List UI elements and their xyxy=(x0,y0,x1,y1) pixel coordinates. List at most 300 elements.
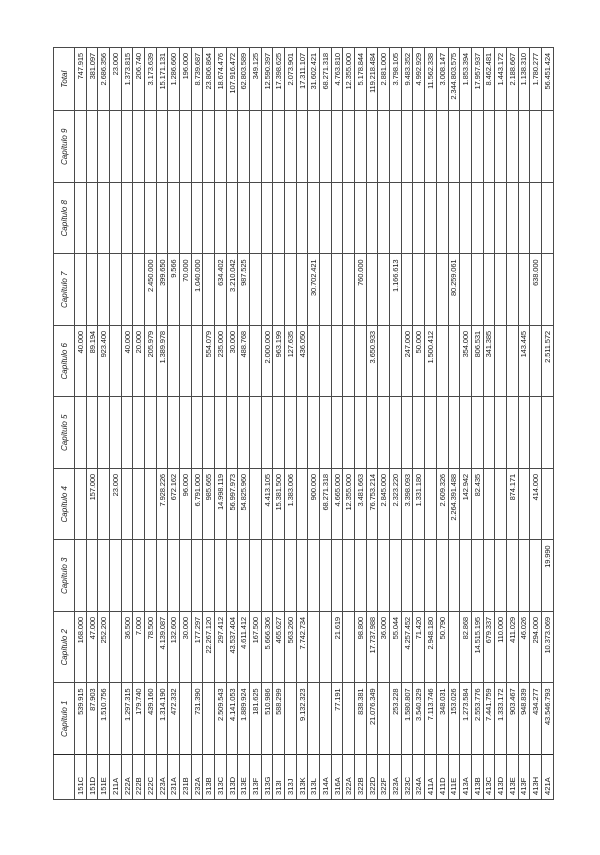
cell-value xyxy=(378,183,390,255)
cell-value: 4.257.452 xyxy=(401,612,413,684)
cell-value: 1.138.310 xyxy=(518,48,530,112)
cell-value: 414.000 xyxy=(530,469,542,541)
cell-value xyxy=(191,326,203,398)
cell-value xyxy=(110,254,122,326)
cell-value xyxy=(366,183,378,255)
cell-value: 1.333.172 xyxy=(495,683,507,755)
cell-value xyxy=(296,469,308,541)
cell-value xyxy=(401,183,413,255)
cell-value xyxy=(203,540,215,612)
cell-value: 399.650 xyxy=(156,254,168,326)
cell-value xyxy=(320,612,332,684)
cell-value: 7.928.226 xyxy=(156,469,168,541)
table-row xyxy=(191,48,203,800)
row-code: 313B xyxy=(203,755,215,800)
rotated-table-area xyxy=(53,48,552,800)
cell-value: 1.853.394 xyxy=(460,48,472,112)
cell-value xyxy=(483,469,495,541)
cell-value xyxy=(215,540,227,612)
cell-value: 679.337 xyxy=(483,612,495,684)
table-row xyxy=(296,48,308,800)
table-row xyxy=(343,48,355,800)
cell-value xyxy=(226,540,238,612)
table-row xyxy=(273,48,285,800)
cell-value xyxy=(296,111,308,183)
cell-value xyxy=(215,397,227,469)
cell-value xyxy=(215,111,227,183)
cell-value xyxy=(448,540,460,612)
cell-value xyxy=(390,540,402,612)
cell-value: 17.737.988 xyxy=(366,612,378,684)
cell-value: 539.915 xyxy=(75,683,87,755)
cell-value: 98.800 xyxy=(355,612,367,684)
cell-value xyxy=(98,183,110,255)
cell-value xyxy=(75,540,87,612)
cell-value: 14.998.119 xyxy=(215,469,227,541)
cell-value: 168.000 xyxy=(75,612,87,684)
cell-value xyxy=(343,326,355,398)
cell-value: 181.625 xyxy=(250,683,262,755)
cell-value: 10.373.069 xyxy=(541,612,553,684)
cell-value: 54.825.960 xyxy=(238,469,250,541)
cell-value xyxy=(238,111,250,183)
cell-value xyxy=(98,540,110,612)
cell-value xyxy=(483,183,495,255)
cell-value: 12.355.000 xyxy=(343,48,355,112)
cell-value xyxy=(238,397,250,469)
cell-value: 1.166.613 xyxy=(390,254,402,326)
cell-value xyxy=(75,111,87,183)
cell-value: 1.331.180 xyxy=(413,469,425,541)
cell-value: 439.160 xyxy=(145,683,157,755)
cell-value xyxy=(250,540,262,612)
cell-value xyxy=(250,326,262,398)
cell-value xyxy=(86,397,98,469)
cell-value xyxy=(425,469,437,541)
cell-value: 2.509.543 xyxy=(215,683,227,755)
cell-value xyxy=(378,254,390,326)
cell-value: 806.531 xyxy=(471,326,483,398)
cell-value xyxy=(121,254,133,326)
cell-value xyxy=(460,111,472,183)
cell-value xyxy=(518,183,530,255)
cell-value: 17.957.937 xyxy=(471,48,483,112)
row-code: 151E xyxy=(98,755,110,800)
row-code: 324A xyxy=(413,755,425,800)
cell-value: 89.194 xyxy=(86,326,98,398)
cell-value: 19.990 xyxy=(541,540,553,612)
cell-value xyxy=(390,397,402,469)
column-header: Total xyxy=(54,48,75,112)
cell-value xyxy=(436,111,448,183)
cell-value xyxy=(250,111,262,183)
cell-value: 903.467 xyxy=(506,683,518,755)
cell-value xyxy=(378,540,390,612)
table-row xyxy=(436,48,448,800)
cell-value: 23.806.864 xyxy=(203,48,215,112)
cell-value: 510.986 xyxy=(261,683,273,755)
cell-value: 1.889.924 xyxy=(238,683,250,755)
row-code: 222C xyxy=(145,755,157,800)
column-header: Capítulo 6 xyxy=(54,326,75,398)
cell-value: 179.740 xyxy=(133,683,145,755)
cell-value xyxy=(285,397,297,469)
row-code: 323C xyxy=(401,755,413,800)
cell-value xyxy=(156,397,168,469)
cell-value: 18.674.476 xyxy=(215,48,227,112)
cell-value xyxy=(506,111,518,183)
cell-value xyxy=(530,540,542,612)
cell-value: 87.903 xyxy=(86,683,98,755)
cell-value: 2.948.180 xyxy=(425,612,437,684)
cell-value xyxy=(343,612,355,684)
cell-value xyxy=(320,683,332,755)
cell-value: 3.540.329 xyxy=(413,683,425,755)
corner-cell xyxy=(54,755,75,800)
table-row xyxy=(401,48,413,800)
row-code: 222B xyxy=(133,755,145,800)
table-row xyxy=(390,48,402,800)
row-code: 231A xyxy=(168,755,180,800)
cell-value xyxy=(425,111,437,183)
row-code: 413H xyxy=(530,755,542,800)
cell-value xyxy=(331,397,343,469)
cell-value: 3.798.105 xyxy=(390,48,402,112)
cell-value xyxy=(355,111,367,183)
cell-value: 348.031 xyxy=(436,683,448,755)
cell-value xyxy=(483,540,495,612)
cell-value xyxy=(273,397,285,469)
cell-value xyxy=(180,111,192,183)
table-row xyxy=(168,48,180,800)
cell-value xyxy=(320,326,332,398)
cell-value xyxy=(285,183,297,255)
cell-value: 4.611.412 xyxy=(238,612,250,684)
cell-value: 9.483.352 xyxy=(401,48,413,112)
cell-value: 963.199 xyxy=(273,326,285,398)
row-code: 413B xyxy=(471,755,483,800)
cell-value: 436.050 xyxy=(296,326,308,398)
cell-value: 20.000 xyxy=(133,326,145,398)
cell-value xyxy=(285,683,297,755)
cell-value: 2.264.391.488 xyxy=(448,469,460,541)
cell-value xyxy=(506,397,518,469)
cell-value: 143.445 xyxy=(518,326,530,398)
cell-value xyxy=(436,254,448,326)
cell-value xyxy=(366,397,378,469)
cell-value: 4.141.053 xyxy=(226,683,238,755)
budget-table xyxy=(53,47,554,800)
cell-value: 247.000 xyxy=(401,326,413,398)
cell-value: 56.997.973 xyxy=(226,469,238,541)
cell-value: 354.000 xyxy=(460,326,472,398)
cell-value xyxy=(168,111,180,183)
table-row xyxy=(86,48,98,800)
cell-value xyxy=(261,540,273,612)
cell-value xyxy=(331,326,343,398)
cell-value: 588.299 xyxy=(273,683,285,755)
cell-value xyxy=(180,540,192,612)
cell-value: 1.443.172 xyxy=(495,48,507,112)
cell-value xyxy=(425,540,437,612)
row-code: 313K xyxy=(296,755,308,800)
cell-value xyxy=(203,183,215,255)
cell-value: 874.171 xyxy=(506,469,518,541)
cell-value: 7.113.746 xyxy=(425,683,437,755)
cell-value: 2.450.000 xyxy=(145,254,157,326)
cell-value: 1.273.584 xyxy=(460,683,472,755)
cell-value: 2.686.356 xyxy=(98,48,110,112)
cell-value xyxy=(471,111,483,183)
cell-value: 23.000 xyxy=(110,469,122,541)
row-code: 313C xyxy=(215,755,227,800)
cell-value: 132.600 xyxy=(168,612,180,684)
cell-value xyxy=(471,397,483,469)
cell-value xyxy=(203,111,215,183)
cell-value: 30.702.421 xyxy=(308,254,320,326)
table-row xyxy=(226,48,238,800)
cell-value: 119.218.484 xyxy=(366,48,378,112)
cell-value xyxy=(296,540,308,612)
cell-value xyxy=(401,111,413,183)
cell-value xyxy=(460,397,472,469)
cell-value xyxy=(483,397,495,469)
cell-value xyxy=(261,183,273,255)
cell-value xyxy=(483,111,495,183)
cell-value xyxy=(390,111,402,183)
cell-value: 554.079 xyxy=(203,326,215,398)
cell-value: 8.739.687 xyxy=(191,48,203,112)
column-header: Capítulo 1 xyxy=(54,683,75,755)
cell-value: 12.590.397 xyxy=(261,48,273,112)
cell-value xyxy=(110,397,122,469)
cell-value xyxy=(308,540,320,612)
cell-value: 985.665 xyxy=(203,469,215,541)
cell-value xyxy=(133,254,145,326)
cell-value xyxy=(75,254,87,326)
cell-value: 672.162 xyxy=(168,469,180,541)
cell-value xyxy=(331,111,343,183)
table-row xyxy=(145,48,157,800)
row-code: 421A xyxy=(541,755,553,800)
table-row xyxy=(518,48,530,800)
cell-value xyxy=(390,183,402,255)
table-row xyxy=(308,48,320,800)
cell-value xyxy=(506,254,518,326)
cell-value: 12.355.000 xyxy=(343,469,355,541)
cell-value: 341.385 xyxy=(483,326,495,398)
table-row xyxy=(98,48,110,800)
cell-value xyxy=(296,397,308,469)
column-header: Capítulo 7 xyxy=(54,254,75,326)
row-code: 322F xyxy=(378,755,390,800)
cell-value xyxy=(168,397,180,469)
row-code: 411D xyxy=(436,755,448,800)
cell-value: 15.381.500 xyxy=(273,469,285,541)
table-row xyxy=(460,48,472,800)
cell-value: 43.537.404 xyxy=(226,612,238,684)
cell-value xyxy=(86,254,98,326)
table-row xyxy=(413,48,425,800)
cell-value: 1.373.815 xyxy=(121,48,133,112)
cell-value xyxy=(250,469,262,541)
cell-value: 252.200 xyxy=(98,612,110,684)
cell-value: 2.073.901 xyxy=(285,48,297,112)
cell-value xyxy=(366,540,378,612)
cell-value xyxy=(413,254,425,326)
cell-value: 253.228 xyxy=(390,683,402,755)
cell-value xyxy=(75,469,87,541)
cell-value xyxy=(98,397,110,469)
cell-value xyxy=(145,183,157,255)
cell-value: 153.026 xyxy=(448,683,460,755)
table-row xyxy=(530,48,542,800)
table-row xyxy=(320,48,332,800)
cell-value xyxy=(495,254,507,326)
cell-value xyxy=(296,254,308,326)
cell-value xyxy=(448,111,460,183)
cell-value xyxy=(436,326,448,398)
cell-value xyxy=(180,397,192,469)
cell-value: 205.979 xyxy=(145,326,157,398)
column-header: Capítulo 2 xyxy=(54,612,75,684)
cell-value xyxy=(238,540,250,612)
cell-value xyxy=(343,183,355,255)
row-code: 313I xyxy=(273,755,285,800)
cell-value: 297.412 xyxy=(215,612,227,684)
cell-value xyxy=(331,183,343,255)
cell-value xyxy=(273,183,285,255)
cell-value xyxy=(401,540,413,612)
cell-value: 948.839 xyxy=(518,683,530,755)
cell-value xyxy=(390,326,402,398)
cell-value xyxy=(343,254,355,326)
cell-value: 107.916.472 xyxy=(226,48,238,112)
row-code: 151D xyxy=(86,755,98,800)
cell-value xyxy=(191,183,203,255)
cell-value: 638.000 xyxy=(530,254,542,326)
cell-value xyxy=(168,326,180,398)
cell-value xyxy=(436,397,448,469)
cell-value xyxy=(343,397,355,469)
table-row xyxy=(121,48,133,800)
cell-value xyxy=(495,397,507,469)
cell-value xyxy=(215,183,227,255)
row-code: 413D xyxy=(495,755,507,800)
cell-value: 96.000 xyxy=(180,469,192,541)
cell-value xyxy=(495,326,507,398)
cell-value: 3.008.147 xyxy=(436,48,448,112)
cell-value: 21.076.349 xyxy=(366,683,378,755)
cell-value: 2.511.572 xyxy=(541,326,553,398)
cell-value xyxy=(250,183,262,255)
cell-value xyxy=(121,540,133,612)
column-header: Capítulo 5 xyxy=(54,397,75,469)
cell-value xyxy=(226,111,238,183)
row-code: 411A xyxy=(425,755,437,800)
cell-value xyxy=(518,540,530,612)
cell-value xyxy=(331,540,343,612)
cell-value: 747.915 xyxy=(75,48,87,112)
cell-value xyxy=(285,540,297,612)
cell-value xyxy=(506,326,518,398)
cell-value xyxy=(495,469,507,541)
cell-value: 15.171.131 xyxy=(156,48,168,112)
table-row xyxy=(448,48,460,800)
cell-value xyxy=(121,111,133,183)
cell-value xyxy=(518,254,530,326)
cell-value: 434.277 xyxy=(530,683,542,755)
cell-value: 22.267.120 xyxy=(203,612,215,684)
cell-value xyxy=(250,397,262,469)
cell-value: 923.400 xyxy=(98,326,110,398)
cell-value xyxy=(448,397,460,469)
cell-value: 31.602.421 xyxy=(308,48,320,112)
cell-value xyxy=(471,540,483,612)
cell-value xyxy=(308,612,320,684)
cell-value xyxy=(121,183,133,255)
cell-value: 9.132.323 xyxy=(296,683,308,755)
cell-value: 77.191 xyxy=(331,683,343,755)
cell-value xyxy=(110,612,122,684)
cell-value xyxy=(308,683,320,755)
cell-value xyxy=(460,540,472,612)
cell-value xyxy=(530,111,542,183)
cell-value: 900.000 xyxy=(308,469,320,541)
cell-value: 1.780.277 xyxy=(530,48,542,112)
cell-value: 127.635 xyxy=(285,326,297,398)
cell-value xyxy=(506,183,518,255)
row-code: 222A xyxy=(121,755,133,800)
cell-value xyxy=(273,111,285,183)
table-row xyxy=(355,48,367,800)
table-row xyxy=(366,48,378,800)
cell-value xyxy=(203,683,215,755)
column-header: Capítulo 4 xyxy=(54,469,75,541)
cell-value xyxy=(110,540,122,612)
cell-value xyxy=(331,254,343,326)
cell-value: 196.000 xyxy=(180,48,192,112)
cell-value: 2.609.326 xyxy=(436,469,448,541)
cell-value xyxy=(320,540,332,612)
cell-value: 1.510.756 xyxy=(98,683,110,755)
cell-value xyxy=(460,254,472,326)
cell-value xyxy=(133,469,145,541)
cell-value: 1.297.315 xyxy=(121,683,133,755)
cell-value: 47.000 xyxy=(86,612,98,684)
cell-value: 4.763.810 xyxy=(331,48,343,112)
table-row xyxy=(203,48,215,800)
cell-value xyxy=(121,397,133,469)
cell-value xyxy=(285,111,297,183)
cell-value xyxy=(460,183,472,255)
row-code: 413A xyxy=(460,755,472,800)
table-row xyxy=(215,48,227,800)
cell-value: 11.562.338 xyxy=(425,48,437,112)
cell-value xyxy=(180,683,192,755)
cell-value: 1.389.978 xyxy=(156,326,168,398)
table-row xyxy=(285,48,297,800)
cell-value xyxy=(226,183,238,255)
cell-value xyxy=(261,111,273,183)
row-code: 151C xyxy=(75,755,87,800)
cell-value: 563.260 xyxy=(285,612,297,684)
cell-value xyxy=(413,540,425,612)
cell-value: 17.398.625 xyxy=(273,48,285,112)
cell-value xyxy=(413,111,425,183)
cell-value: 1.314.190 xyxy=(156,683,168,755)
cell-value: 987.525 xyxy=(238,254,250,326)
